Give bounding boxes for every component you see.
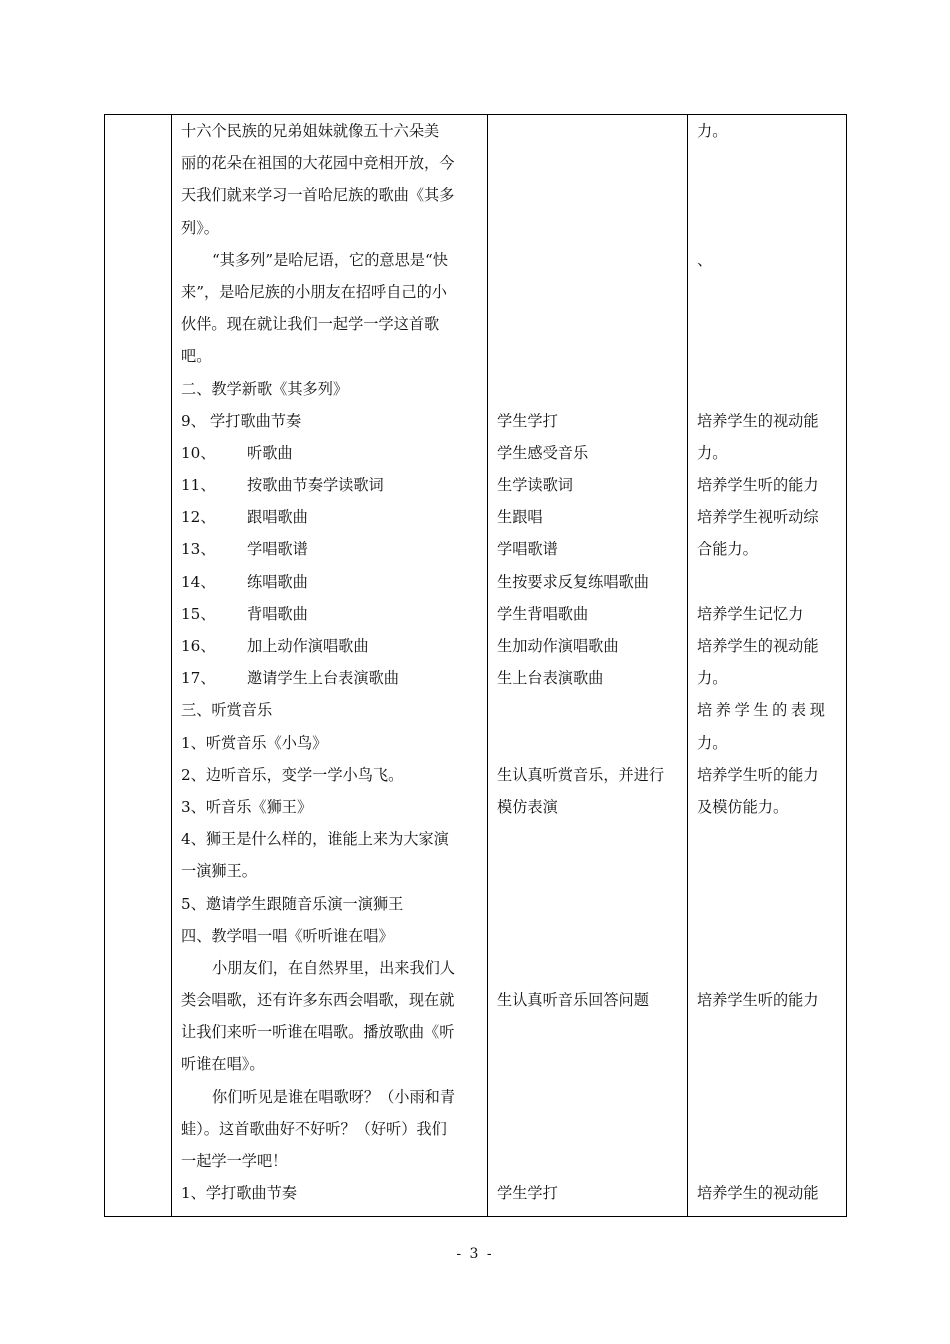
student-activity-line <box>497 115 679 147</box>
design-intent-line: 培养学生的视动能 <box>697 411 819 430</box>
content-line: 1、学打歌曲节奏 <box>181 1184 297 1203</box>
student-activity-line: 学生学打 <box>497 1184 558 1203</box>
design-intent-line: 培养学生听的能力 <box>697 765 819 784</box>
list-text: 按歌曲节奏学读歌词 <box>247 476 384 495</box>
content-line <box>181 566 477 598</box>
student-activity-line <box>497 179 679 211</box>
student-activity-line <box>497 888 679 920</box>
student-activity-line: 生按要求反复练唱歌曲 <box>497 572 649 591</box>
student-activity-line <box>497 823 679 855</box>
student-activity-line: 生跟唱 <box>497 508 543 527</box>
content-line: 伙伴。现在就让我们一起学一学这首歌 <box>181 315 440 334</box>
list-number: 16、 <box>181 637 216 655</box>
content-line <box>181 469 477 501</box>
design-intent-line: 培养学生听的能力 <box>697 991 819 1010</box>
design-intent-line <box>697 1145 840 1177</box>
list-number: 10、 <box>181 443 216 462</box>
student-activity-line <box>497 340 679 372</box>
content-line <box>181 437 477 469</box>
content-line: 5、邀请学生跟随音乐演一演狮王 <box>181 894 404 913</box>
design-intent-line: 培养学生的视动能 <box>697 1184 819 1203</box>
content-line: 天我们就来学习一首哈尼族的歌曲《其多 <box>181 186 455 205</box>
design-intent-line <box>697 340 840 372</box>
design-intent-line: 力。 <box>697 443 728 462</box>
content-line: 十六个民族的兄弟姐妹就像五十六朵美 <box>181 122 440 140</box>
content-line: 4、狮王是什么样的，谁能上来为大家演 <box>181 830 449 849</box>
design-intent-line <box>697 308 840 340</box>
page-number: - 3 - <box>456 1246 494 1262</box>
design-intent-line: 及模仿能力。 <box>697 797 789 816</box>
list-text: 加上动作演唱歌曲 <box>247 637 369 655</box>
list-text: 跟唱歌曲 <box>247 508 308 527</box>
design-intent-line <box>697 855 840 887</box>
student-activity-line <box>497 1145 679 1177</box>
content-line: 类会唱歌，还有许多东西会唱歌，现在就 <box>181 991 455 1010</box>
design-intent-line: 力。 <box>697 669 728 688</box>
design-intent-line: 力。 <box>697 733 728 752</box>
list-number: 14、 <box>181 572 216 591</box>
content-line <box>181 630 477 662</box>
list-text: 学打歌曲节奏 <box>210 411 302 430</box>
student-activity-line <box>497 952 679 984</box>
list-text: 背唱歌曲 <box>247 604 308 623</box>
student-activity-line <box>497 920 679 952</box>
design-intent-line <box>697 1081 840 1113</box>
student-activity-line: 生认真听音乐回答问题 <box>497 991 649 1010</box>
content-line: 一起学一学吧！ <box>181 1152 288 1170</box>
list-text: 听歌曲 <box>247 443 293 462</box>
student-activity-line: 学生背唱歌曲 <box>497 604 589 623</box>
list-text: 学唱歌谱 <box>247 540 308 559</box>
content-line <box>181 533 477 565</box>
student-activity-line <box>497 1016 679 1048</box>
content-line: 来”，是哈尼族的小朋友在招呼自己的小 <box>181 282 447 301</box>
content-line: 一演狮王。 <box>181 862 257 881</box>
student-activity-line: 生学读歌词 <box>497 476 573 495</box>
student-activity-line <box>497 308 679 340</box>
list-number: 12、 <box>181 508 216 527</box>
student-activity-line: 学生学打 <box>497 411 558 430</box>
content-line <box>181 405 477 437</box>
design-intent-line: 培养学生记忆力 <box>697 604 804 623</box>
list-number: 17、 <box>181 669 216 688</box>
content-line: 蛙）。这首歌曲好不好听？（好听）我们 <box>181 1119 447 1138</box>
design-intent-line <box>697 373 840 405</box>
content-line: 二、教学新歌《其多列》 <box>181 379 349 398</box>
content-line: 让我们来听一听谁在唱歌。播放歌曲《听 <box>181 1023 455 1042</box>
content-line: 三、听赏音乐 <box>181 701 273 720</box>
design-intent-line <box>697 952 840 984</box>
design-intent-line <box>697 1113 840 1145</box>
design-intent-line <box>697 147 840 179</box>
student-activity-line: 生上台表演歌曲 <box>497 669 604 688</box>
student-activity-line <box>497 276 679 308</box>
design-intent-line: 培养学生听的能力 <box>697 476 819 495</box>
content-line <box>181 501 477 533</box>
content-line: 2、边听音乐，变学一学小鸟飞。 <box>181 765 404 784</box>
design-intent-line <box>697 888 840 920</box>
design-intent-line <box>697 920 840 952</box>
design-intent-line: 培养学生的视动能 <box>697 637 819 655</box>
design-intent-line <box>697 179 840 211</box>
content-line: 你们听见是谁在唱歌呀？（小雨和青 <box>212 1087 455 1106</box>
content-line: “其多列”是哈尼语，它的意思是“快 <box>212 250 448 269</box>
student-activity-line: 生认真听赏音乐，并进行 <box>497 765 665 784</box>
list-number: 15、 <box>181 604 216 623</box>
content-line: 列》。 <box>181 218 219 237</box>
list-number: 9、 <box>181 411 206 430</box>
content-line: 听谁在唱》。 <box>181 1055 265 1074</box>
student-activity-line <box>497 727 679 759</box>
list-number: 11、 <box>181 476 216 495</box>
student-activity-line: 生加动作演唱歌曲 <box>497 637 619 655</box>
student-activity-column <box>487 115 687 1216</box>
blank-column <box>105 115 171 1216</box>
design-intent-line <box>697 823 840 855</box>
design-intent-line: 合能力。 <box>697 540 758 559</box>
student-activity-line <box>497 694 679 726</box>
student-activity-line: 学唱歌谱 <box>497 540 558 559</box>
list-text: 邀请学生上台表演歌曲 <box>247 669 399 688</box>
list-number: 13、 <box>181 540 216 559</box>
content-line: 吧。 <box>181 347 212 366</box>
content-line: 1、听赏音乐《小鸟》 <box>181 733 328 752</box>
design-intent-line <box>697 1016 840 1048</box>
student-activity-line <box>497 212 679 244</box>
student-activity-line: 学生感受音乐 <box>497 443 589 462</box>
student-activity-line <box>497 855 679 887</box>
content-line <box>181 662 477 694</box>
student-activity-line <box>497 1113 679 1145</box>
design-intent-line <box>697 566 840 598</box>
teaching-content-column <box>171 115 487 1216</box>
content-line <box>181 598 477 630</box>
student-activity-line <box>497 373 679 405</box>
content-line: 丽的花朵在祖国的大花园中竞相开放，今 <box>181 154 455 173</box>
design-intent-line: 、 <box>697 250 713 269</box>
student-activity-line <box>497 1048 679 1080</box>
list-text: 练唱歌曲 <box>247 572 308 591</box>
lesson-plan-table <box>104 114 847 1217</box>
student-activity-line: 模仿表演 <box>497 797 558 816</box>
design-intent-line: 力。 <box>697 122 728 140</box>
design-intent-line <box>697 276 840 308</box>
design-intent-line: 培养学生的表现 <box>697 701 829 720</box>
design-intent-line <box>697 212 840 244</box>
student-activity-line <box>497 1081 679 1113</box>
design-intent-line: 培养学生视听动综 <box>697 508 819 527</box>
design-intent-line <box>697 1048 840 1080</box>
content-line: 3、听音乐《狮王》 <box>181 797 313 816</box>
student-activity-line <box>497 244 679 276</box>
student-activity-line <box>497 147 679 179</box>
content-line: 四、教学唱一唱《听听谁在唱》 <box>181 926 394 945</box>
content-line: 小朋友们，在自然界里，出来我们人 <box>212 958 455 977</box>
design-intent-column <box>687 115 846 1216</box>
